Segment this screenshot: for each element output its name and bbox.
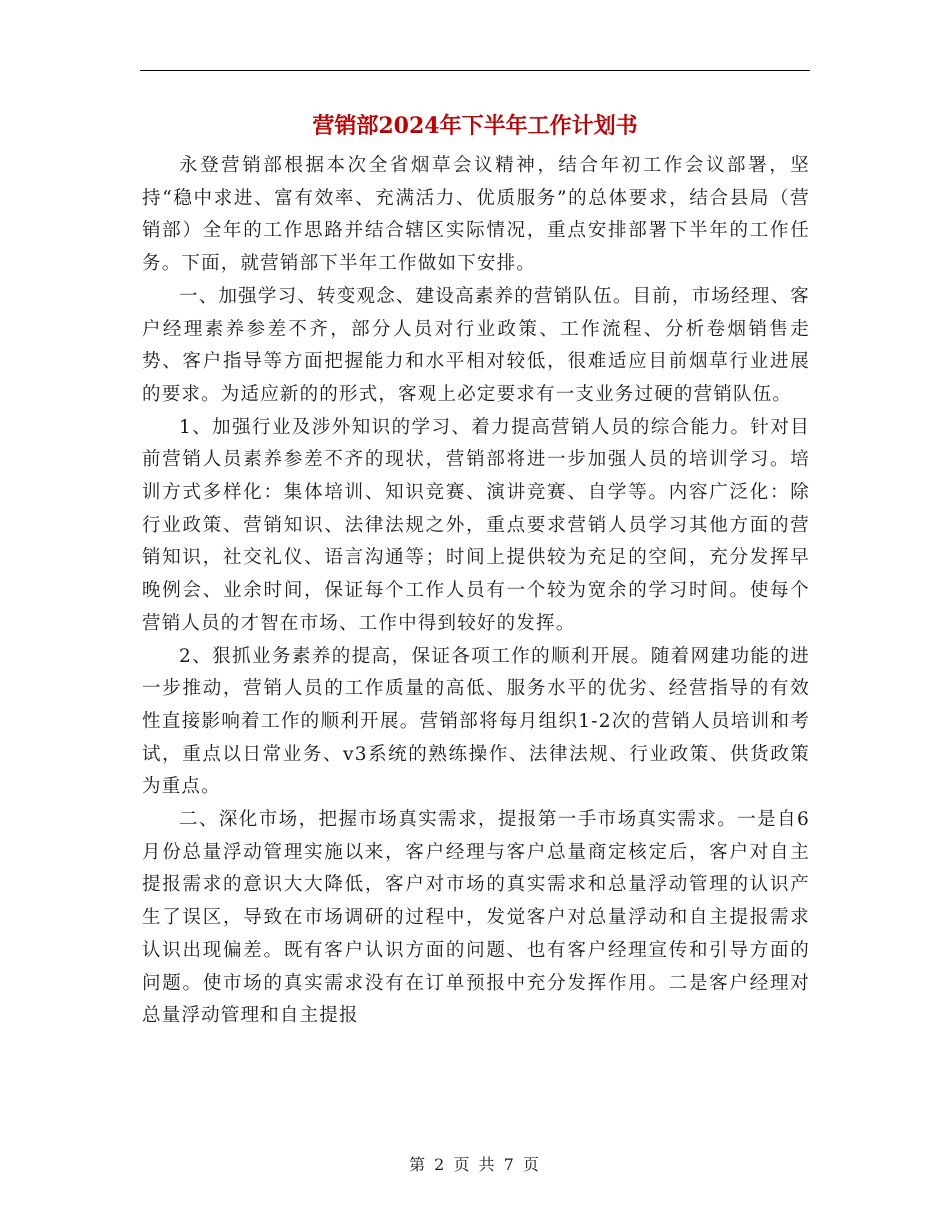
paragraph-intro: 永登营销部根据本次全省烟草会议精神，结合年初工作会议部署，坚持“稳中求进、富有效率、充满活力、优质服务”的总体要求，结合县局（营销部）全年的工作思路并结合辖区实际情况，重点安排部署下半年的工作任务。下面，就营销部下半年工作做如下安排。 [142,155,810,275]
page-footer [0,1153,950,1177]
current-page-number: 2 [434,1155,447,1174]
paragraph-section-two: 二、深化市场，把握市场真实需求，提报第一手市场真实需求。一是自6月份总量浮动管理实施以来，客户经理与客户总量商定核定后，客户对自主提报需求的意识大大降低，客户对市场的真实需求和总量浮动管理的认识产生了误区，导致在市场调研的过程中，发觉客户对总量浮动和自主提报需求认识出现偏差。既有客户认识方面的问题、也有客户经理宣传和引导方面的问题。使市场的真实需求没有在订单预报中充分发挥作用。二是客户经理对总量浮动管理和自主提报 [142,809,810,1027]
page-label-prefix: 第 [409,1155,428,1174]
paragraph-item-one: 1、加强行业及涉外知识的学习、着力提高营销人员的综合能力。针对目前营销人员素养参差不齐的现状，营销部将进一步加强人员的培训学习。培训方式多样化：集体培训、知识竞赛、演讲竞赛、自学等。内容广泛化：除行业政策、营销知识、法律法规之外，重点要求营销人员学习其他方面的营销知识，社交礼仪、语言沟通等；时间上提供较为充足的空间，充分发挥早晚例会、业余时间，保证每个工作人员有一个较为宽余的学习时间。使每个营销人员的才智在市场、工作中得到较好的发挥。 [142,416,810,634]
page-label-middle: 页 共 [453,1155,497,1174]
page-label-suffix: 页 [522,1155,541,1174]
total-pages-number: 7 [503,1155,516,1174]
header-rule [140,70,810,71]
document-title: 营销部2024年下半年工作计划书 [312,113,638,139]
paragraph-section-one: 一、加强学习、转变观念、建设高素养的营销队伍。目前，市场经理、客户经理素养参差不齐，部分人员对行业政策、工作流程、分析卷烟销售走势、客户指导等方面把握能力和水平相对较低，很难适应目前烟草行业进展的要求。为适应新的的形式，客观上必定要求有一支业务过硬的营销队伍。 [142,285,810,405]
paragraph-item-two: 2、狠抓业务素养的提高，保证各项工作的顺利开展。随着网建功能的进一步推动，营销人员的工作质量的高低、服务水平的优劣、经营指导的有效性直接影响着工作的顺利开展。营销部将每月组织1-2次的营销人员培训和考试，重点以日常业务、v3系统的熟练操作、法律法规、行业政策、供货政策为重点。 [142,645,810,798]
document-body [142,150,810,1033]
